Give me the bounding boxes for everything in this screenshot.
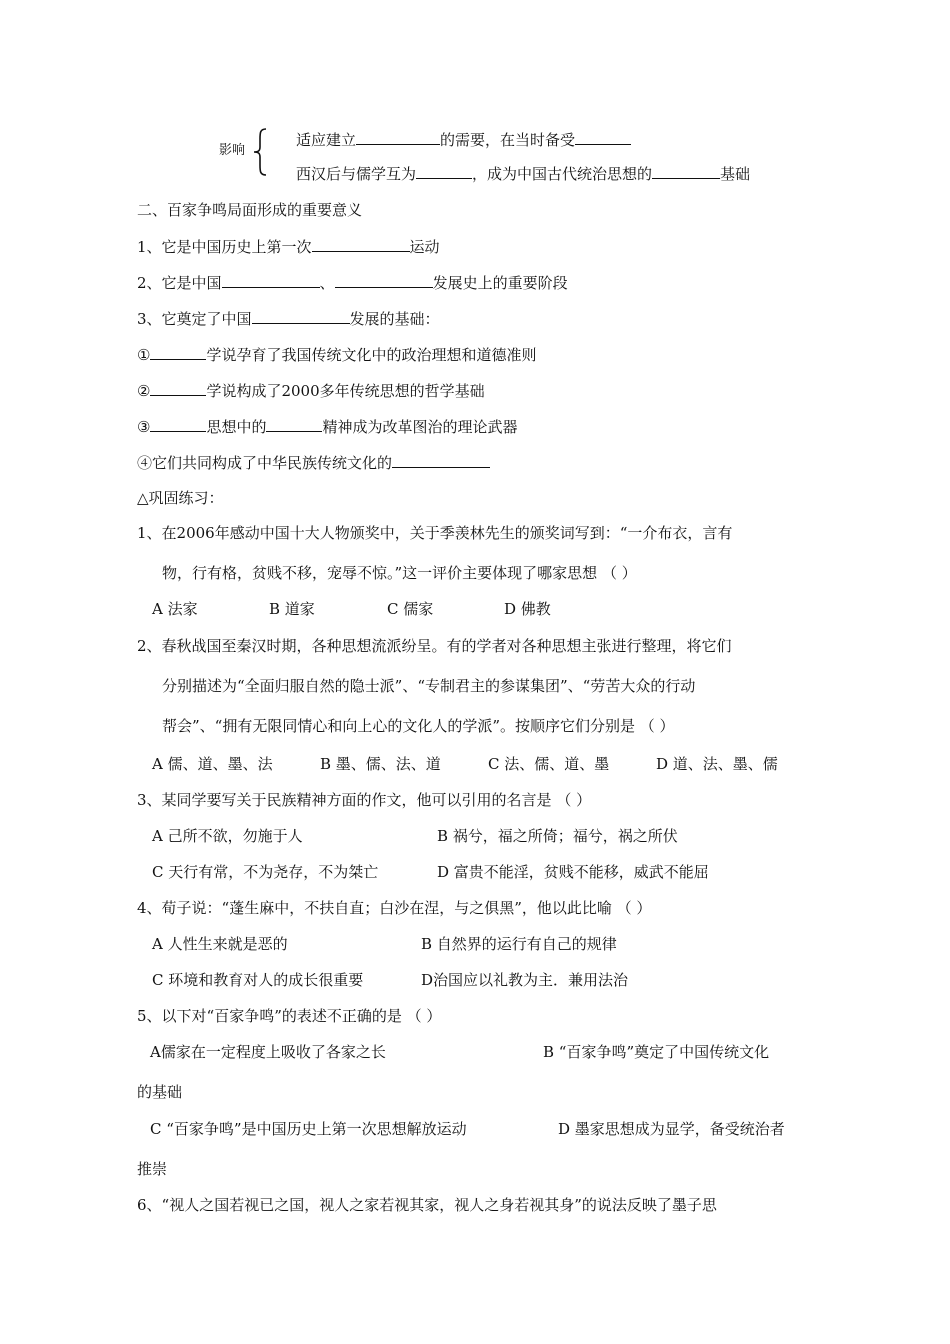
option-a[interactable]: A 法家	[152, 600, 198, 618]
q2-options	[152, 754, 778, 774]
option-c[interactable]: C 儒家	[387, 600, 434, 618]
q2-line-3: 帮会”、“拥有无限同情心和向上心的文化人的学派”。按顺序它们分别是 （ ）	[162, 717, 675, 735]
q5-option-b-cont: 的基础	[137, 1083, 183, 1101]
fill-blank[interactable]	[266, 416, 322, 432]
subpoint-1: ① 学说孕育了我国传统文化中的政治理想和道德准则	[137, 346, 537, 364]
q4-line-1: 4、荀子说：“蓬生麻中，不扶自直；白沙在涅，与之俱黑”，他以此比喻 （ ）	[137, 899, 652, 917]
left-brace-icon	[250, 127, 270, 177]
option-d[interactable]: D 道、法、墨、儒	[656, 755, 778, 773]
q6-line-1: 6、“视人之国若视已之国，视人之家若视其家，视人之身若视其身”的说法反映了墨子思	[137, 1196, 717, 1214]
q4-option-a[interactable]: A 人性生来就是恶的	[152, 935, 288, 953]
q5-option-d-cont: 推崇	[137, 1160, 168, 1178]
q2-line-2: 分别描述为“全面归服自然的隐士派”、“专制君主的参谋集团”、“劳苦大众的行动	[162, 677, 696, 695]
fill-blank[interactable]	[252, 308, 350, 324]
influence-line-1: 适应建立 的需要，在当时备受	[296, 129, 631, 150]
fill-blank[interactable]	[150, 416, 206, 432]
q5-option-d[interactable]: D 墨家思想成为显学，备受统治者	[558, 1120, 785, 1138]
fill-blank[interactable]	[222, 272, 320, 288]
subpoint-2: ② 学说构成了2000多年传统思想的哲学基础	[137, 382, 485, 400]
q5-option-a[interactable]: A儒家在一定程度上吸收了各家之长	[150, 1043, 386, 1061]
influence-line-2: 西汉后与儒学互为 ，成为中国古代统治思想的 基础	[296, 165, 751, 183]
q3-option-c[interactable]: C 天行有常，不为尧存，不为桀亡	[152, 863, 379, 881]
fill-blank[interactable]	[356, 129, 440, 145]
fill-blank[interactable]	[335, 272, 433, 288]
q1-line-2: 物，行有格，贫贱不移，宠辱不惊。”这一评价主要体现了哪家思想 （ ）	[162, 564, 637, 582]
fill-blank[interactable]	[392, 452, 490, 468]
fill-blank[interactable]	[416, 163, 472, 179]
option-c[interactable]: C 法、儒、道、墨	[488, 755, 610, 773]
option-a[interactable]: A 儒、道、墨、法	[152, 755, 273, 773]
point-3: 3、它奠定了中国 发展的基础：	[137, 310, 440, 328]
fill-blank[interactable]	[312, 236, 410, 252]
fill-blank[interactable]	[575, 129, 631, 145]
q3-option-b[interactable]: B 祸兮，福之所倚；福兮，祸之所伏	[437, 827, 678, 845]
influence-label: 影响	[219, 143, 246, 158]
option-d[interactable]: D 佛教	[504, 600, 551, 618]
fill-blank[interactable]	[652, 163, 720, 179]
q4-option-b[interactable]: B 自然界的运行有自己的规律	[421, 935, 617, 953]
option-b[interactable]: B 道家	[269, 600, 315, 618]
fill-blank[interactable]	[150, 380, 206, 396]
option-b[interactable]: B 墨、儒、法、道	[320, 755, 441, 773]
point-1: 1、它是中国历史上第一次 运动	[137, 238, 440, 256]
q5-option-b[interactable]: B “百家争鸣”奠定了中国传统文化	[543, 1043, 770, 1061]
section-title: 二、百家争鸣局面形成的重要意义	[137, 201, 363, 219]
q2-line-1: 2、春秋战国至秦汉时期，各种思想流派纷呈。有的学者对各种思想主张进行整理，将它们	[137, 637, 732, 655]
fill-blank[interactable]	[150, 344, 206, 360]
q4-option-c[interactable]: C 环境和教育对人的成长很重要	[152, 971, 364, 989]
point-2: 2、它是中国 、 发展史上的重要阶段	[137, 274, 568, 292]
subpoint-4: ④它们共同构成了中华民族传统文化的	[137, 452, 490, 473]
subpoint-3: ③ 思想中的 精神成为改革图治的理论武器	[137, 418, 518, 436]
q4-option-d[interactable]: D治国应以礼教为主．兼用法治	[421, 971, 629, 989]
q3-option-d[interactable]: D 富贵不能淫，贫贱不能移，威武不能屈	[437, 863, 709, 881]
q3-line-1: 3、某同学要写关于民族精神方面的作文，他可以引用的名言是 （ ）	[137, 791, 592, 809]
q5-option-c[interactable]: C “百家争鸣”是中国历史上第一次思想解放运动	[150, 1120, 467, 1138]
practice-title: △巩固练习：	[137, 489, 224, 507]
q1-options	[152, 599, 551, 619]
q5-line-1: 5、以下对“百家争鸣”的表述不正确的是 （ ）	[137, 1007, 442, 1025]
q3-option-a[interactable]: A 己所不欲，勿施于人	[152, 827, 303, 845]
q1-line-1: 1、在2006年感动中国十大人物颁奖中，关于季羡林先生的颁奖词写到：“一介布衣，言有	[137, 524, 733, 542]
